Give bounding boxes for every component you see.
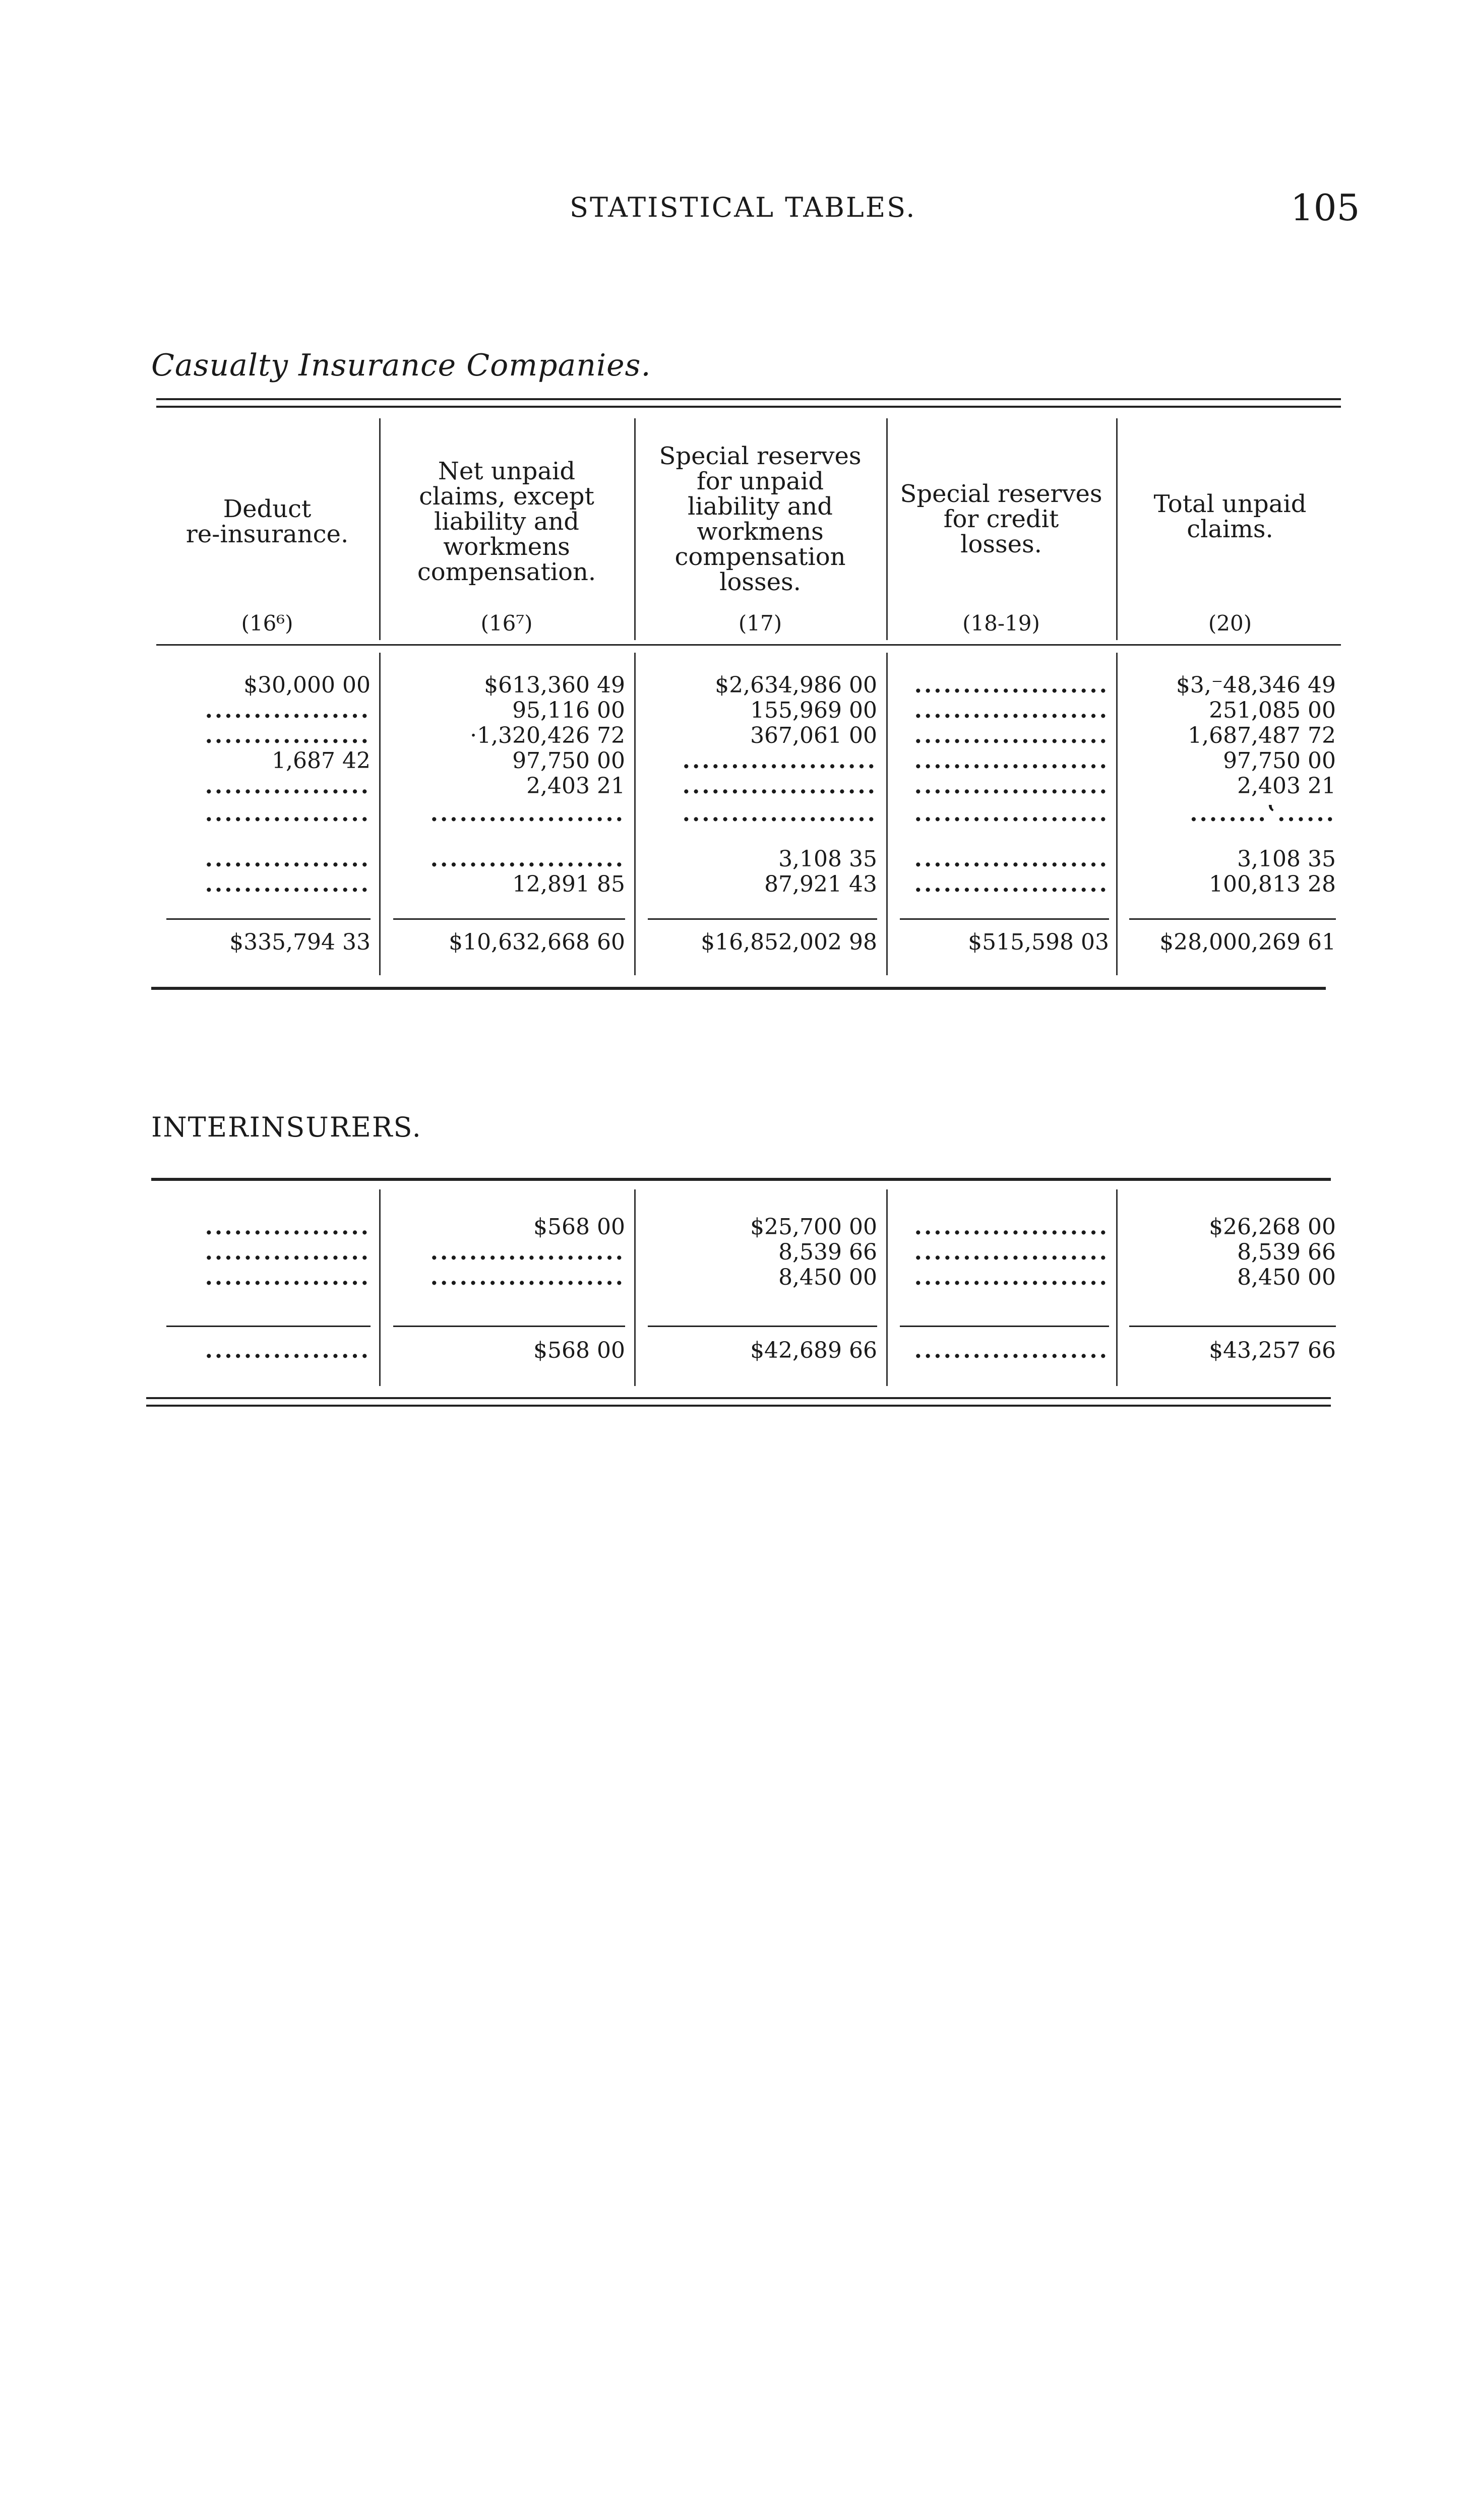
column-header-2: Net unpaid claims, except liability and workmens compensation.	[417, 457, 596, 586]
table-cell: 3,108 35	[778, 847, 877, 872]
table-cell: $335,794 33	[229, 930, 371, 955]
table-cell: ....................	[430, 801, 625, 827]
table-cell: ....................	[914, 673, 1109, 698]
column-number-2: (16⁷)	[480, 611, 533, 636]
column-divider	[1116, 1189, 1118, 1386]
table-cell: 8,539 66	[1237, 1240, 1336, 1265]
table-cell: $613,360 49	[484, 673, 625, 698]
table-cell: ....................	[914, 801, 1109, 827]
table-cell: 87,921 43	[764, 872, 877, 897]
table-cell: 8,450 00	[778, 1265, 877, 1290]
column-divider	[886, 653, 888, 975]
table-cell: 3,108 35	[1237, 847, 1336, 872]
table-cell: .................	[205, 723, 371, 748]
table-cell: .................	[205, 1215, 371, 1240]
table-cell: .................	[205, 1338, 371, 1363]
table-cell: ....................	[914, 748, 1109, 774]
table-cell: 97,750 00	[512, 748, 625, 774]
table-cell: ....................	[430, 847, 625, 872]
table-cell: ....................	[914, 1240, 1109, 1265]
column-divider	[379, 1189, 381, 1386]
table-cell: .................	[205, 774, 371, 799]
interinsurers-bottom-rule-2	[146, 1405, 1331, 1407]
table-cell: 367,061 00	[750, 723, 877, 748]
column-divider	[634, 1189, 636, 1386]
table-cell: $515,598 03	[968, 930, 1109, 955]
page-number: 105	[1291, 186, 1360, 229]
subtotal-rule	[1129, 918, 1336, 920]
table-cell: $568 00	[533, 1215, 625, 1240]
interinsurers-top-rule	[151, 1178, 1331, 1181]
table-cell: 95,116 00	[512, 698, 625, 723]
column-header-3: Special reserves for unpaid liability and workmens compensation losses.	[659, 442, 862, 596]
column-header-4: Special reserves for credit losses.	[900, 480, 1102, 558]
subtotal-rule	[166, 1326, 371, 1327]
table-cell: $26,268 00	[1209, 1215, 1336, 1240]
table-cell: 2,403 21	[526, 774, 625, 799]
table-cell: ....................	[914, 1265, 1109, 1290]
table-cell: $2,634,986 00	[715, 673, 877, 698]
subtotal-rule	[166, 918, 371, 920]
column-number-5: (20)	[1208, 611, 1252, 636]
table-cell: 155,969 00	[750, 698, 877, 723]
table-top-rule	[156, 398, 1341, 400]
column-header-5: Total unpaid claims.	[1153, 490, 1307, 543]
column-number-4: (18-19)	[962, 611, 1040, 636]
column-number-3: (17)	[738, 611, 782, 636]
table-cell: $43,257 66	[1209, 1338, 1336, 1363]
subtotal-rule	[1129, 1326, 1336, 1327]
table-cell: .................	[205, 698, 371, 723]
table-cell: 100,813 28	[1209, 872, 1336, 897]
column-divider	[1116, 653, 1118, 975]
subtotal-rule	[900, 918, 1109, 920]
table-cell: .................	[205, 1265, 371, 1290]
table-cell: $568 00	[533, 1338, 625, 1363]
table-cell: ....................	[430, 1265, 625, 1290]
column-number-1: (16⁶)	[241, 611, 293, 636]
table-cell: 8,539 66	[778, 1240, 877, 1265]
subtotal-rule	[648, 1326, 877, 1327]
table-top-rule-2	[156, 406, 1341, 408]
table-cell: $16,852,002 98	[701, 930, 877, 955]
table-cell: ....................	[914, 1215, 1109, 1240]
table-cell: ....................	[914, 698, 1109, 723]
column-divider	[886, 1189, 888, 1386]
column-divider	[634, 653, 636, 975]
table-cell: ....................	[914, 1338, 1109, 1363]
subtotal-rule	[393, 918, 625, 920]
subtotal-rule	[393, 1326, 625, 1327]
running-head: STATISTICAL TABLES.	[570, 192, 916, 223]
table-cell: .................	[205, 801, 371, 827]
header-bottom-rule	[156, 644, 1341, 646]
column-header-1: Deduct re-insurance.	[186, 495, 349, 548]
table-cell: 2,403 21	[1237, 774, 1336, 799]
subtotal-rule	[900, 1326, 1109, 1327]
table-cell: $30,000 00	[243, 673, 371, 698]
section-title: Casualty Insurance Companies.	[151, 348, 651, 383]
column-divider	[379, 653, 381, 975]
table-cell: 1,687,487 72	[1188, 723, 1336, 748]
table-cell: ....................	[914, 723, 1109, 748]
table-cell: ....................	[914, 774, 1109, 799]
table-bottom-rule	[151, 987, 1326, 990]
table-cell: $10,632,668 60	[449, 930, 625, 955]
table-cell: .................	[205, 847, 371, 872]
table-cell: $42,689 66	[750, 1338, 877, 1363]
table-cell: ........‛......	[1190, 801, 1336, 827]
table-cell: .................	[205, 872, 371, 897]
table-cell: ....................	[682, 748, 877, 774]
section-title-interinsurers: INTERINSURERS.	[151, 1111, 422, 1143]
table-cell: 12,891 85	[512, 872, 625, 897]
table-cell: ....................	[914, 872, 1109, 897]
table-cell: $28,000,269 61	[1159, 930, 1336, 955]
table-cell: 8,450 00	[1237, 1265, 1336, 1290]
table-cell: 97,750 00	[1223, 748, 1336, 774]
table-cell: ....................	[914, 847, 1109, 872]
table-cell: .................	[205, 1240, 371, 1265]
table-cell: ....................	[682, 801, 877, 827]
table-cell: ·1,320,426 72	[470, 723, 625, 748]
table-cell: $25,700 00	[750, 1215, 877, 1240]
table-cell: ....................	[682, 774, 877, 799]
table-cell: 1,687 42	[272, 748, 371, 774]
interinsurers-bottom-rule	[146, 1397, 1331, 1399]
table-cell: 251,085 00	[1209, 698, 1336, 723]
table-cell: ....................	[430, 1240, 625, 1265]
table-cell: $3,⁻48,346 49	[1176, 673, 1336, 698]
subtotal-rule	[648, 918, 877, 920]
